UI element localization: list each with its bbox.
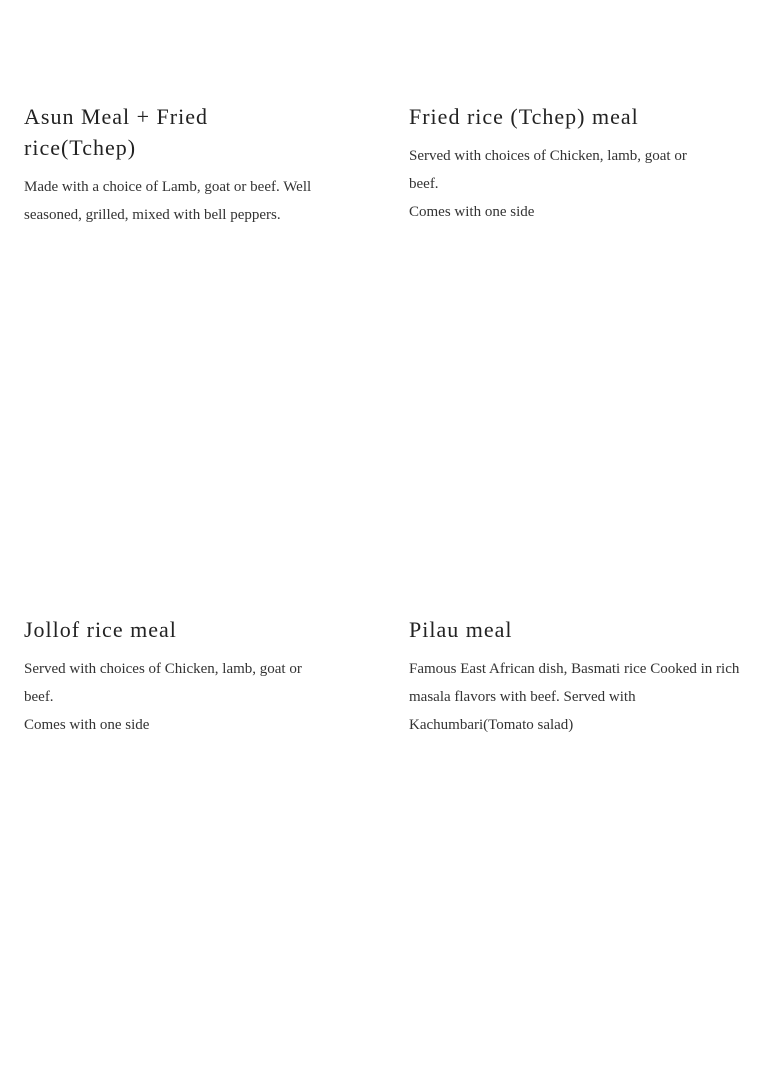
menu-item-title: Pilau meal <box>409 617 513 642</box>
menu-item-fried-rice-meal[interactable] <box>409 101 745 226</box>
menu-item-description: Famous East African dish, Basmati rice Cooked in rich masala flavors with beef. Served with Kachumbari(Tomato salad) <box>409 661 740 733</box>
menu-item-description: Served with choices of Chicken, lamb, goat or beef. Comes with one side <box>24 661 302 733</box>
menu-item-title: Fried rice (Tchep) meal <box>409 104 639 129</box>
menu-item-title: Asun Meal + Fried rice(Tchep) <box>24 104 208 160</box>
menu-item-title: Jollof rice meal <box>24 617 177 642</box>
menu-item-description: Served with choices of Chicken, lamb, goat or beef. Comes with one side <box>409 148 687 220</box>
menu-item-jollof-rice-meal[interactable] <box>24 614 360 739</box>
menu-item-pilau-meal[interactable] <box>409 614 745 739</box>
menu-item-description: Made with a choice of Lamb, goat or beef. Well seasoned, grilled, mixed with bell peppers. <box>24 179 312 223</box>
menu-item-asun-meal[interactable] <box>24 101 360 229</box>
